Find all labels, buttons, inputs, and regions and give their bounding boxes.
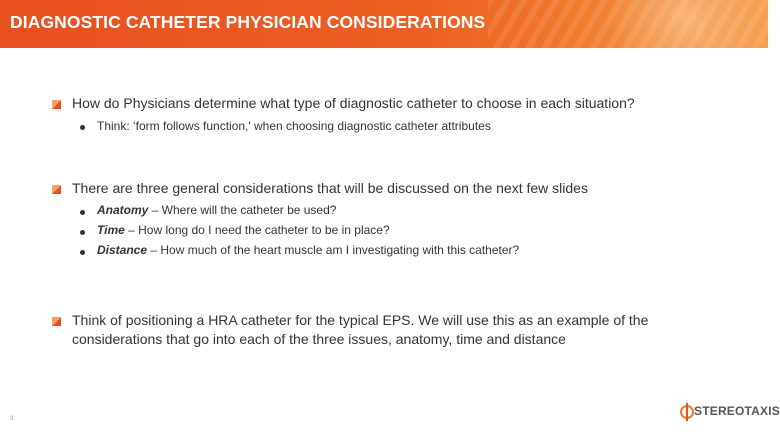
term-time-desc: – How long do I need the catheter to be in place? <box>124 223 390 237</box>
slide-title: DIAGNOSTIC CATHETER PHYSICIAN CONSIDERATIONS <box>10 12 486 32</box>
sub-bullet-dot <box>80 210 85 215</box>
term-distance-desc: – How much of the heart muscle am I investigating with this catheter? <box>147 243 520 257</box>
arrow-bullet-icon <box>52 317 61 326</box>
bullet-1-text: How do Physicians determine what type of diagnostic catheter to choose in each situation? <box>72 95 635 111</box>
bullet-2-sub-1 <box>97 203 336 217</box>
term-distance: Distance <box>97 243 148 257</box>
logo-mark-icon <box>680 402 694 422</box>
term-anatomy-desc: – Where will the catheter be used? <box>148 203 337 217</box>
arrow-bullet-icon <box>52 100 61 109</box>
bullet-2-text: There are three general considerations that will be discussed on the next few slides <box>72 180 588 196</box>
bullet-1-sub-1: Think: ‘form follows function,' when choosing diagnostic catheter attributes <box>97 119 491 133</box>
arrow-bullet-icon <box>52 185 61 194</box>
stereotaxis-logo <box>680 400 780 424</box>
term-time: Time <box>97 223 125 237</box>
logo-text: STEREOTAXIS <box>694 404 780 418</box>
term-anatomy: Anatomy <box>97 203 149 217</box>
sub-bullet-dot <box>80 125 85 130</box>
sub-bullet-dot <box>80 230 85 235</box>
sub-bullet-dot <box>80 250 85 255</box>
bullet-2-sub-2 <box>97 223 390 237</box>
bullet-2-sub-3 <box>97 243 519 257</box>
bullet-3-text-line-1: Think of positioning a HRA catheter for the typical EPS. We will use this as an example of the <box>72 312 649 328</box>
page-number: 3 <box>10 416 14 422</box>
bullet-3-text-line-2: considerations that go into each of the three issues, anatomy, time and distance <box>72 331 566 347</box>
